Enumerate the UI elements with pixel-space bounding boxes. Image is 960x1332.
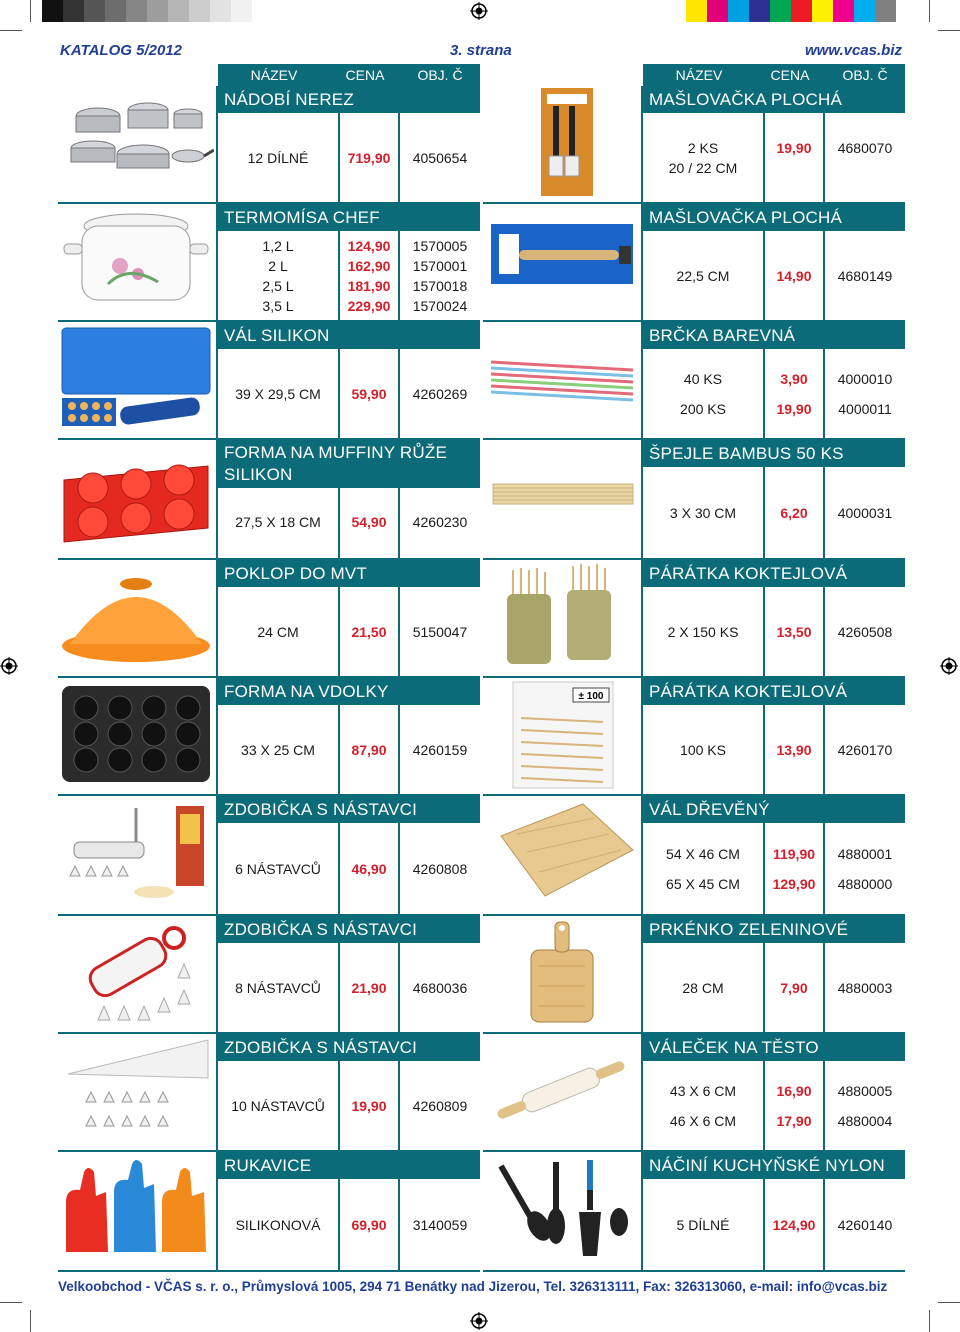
product-row [218,978,480,998]
order-code: 4680070 [837,139,893,156]
product-title: ŠPEJLE BAMBUS 50 KS [643,440,905,467]
variant-name: 27,5 X 18 CM [235,514,321,530]
column-order: OBJ. Č [417,67,463,83]
product-title: PÁRÁTKA KOKTEJLOVÁ [643,560,905,587]
price: 3,90 [780,370,808,387]
variant-name: 100 KS [680,741,726,758]
variant-name: 3,5 L [262,297,294,314]
order-code: 4050654 [412,149,468,166]
product-title: POKLOP DO MVT [218,560,480,587]
product-title: ZDOBIČKA S NÁSTAVCI [218,1034,480,1061]
order-code: 4880004 [837,1112,893,1129]
price: 69,90 [351,1216,387,1233]
order-code: 4260159 [412,741,468,758]
product-row [643,1081,905,1101]
variant-name: 28 CM [682,979,724,996]
product-row [643,138,905,158]
price: 87,90 [351,741,387,758]
product-image [483,322,643,438]
variant-name: 200 KS [680,400,726,417]
product-row [643,874,905,894]
product-title: ZDOBIČKA S NÁSTAVCI [218,796,480,823]
order-code: 1570001 [412,257,468,274]
price: 181,90 [347,277,391,294]
price: 13,90 [776,741,812,758]
cutting-board-icon [483,916,639,1028]
crop-mark [938,30,960,31]
order-code [825,158,905,178]
price: 19,90 [776,400,812,417]
order-code: 4000010 [837,370,893,387]
product-row [218,512,480,532]
product-row [643,978,905,998]
product-image [483,440,643,558]
product-paratka-1 [483,560,905,678]
product-image [483,86,643,202]
color-bar-grey [42,0,252,22]
catalog-title: KATALOG 5/2012 [60,42,182,59]
icing-gun-icon [58,796,214,910]
piping-bottle-icon [58,916,214,1028]
rolling-pin-icon [483,1034,639,1146]
column-price: CENA [770,67,810,83]
order-code: 1570005 [412,237,468,254]
product-termomisa [58,204,480,322]
variant-name: 43 X 6 CM [669,1082,737,1099]
product-image [58,86,218,202]
wooden-board-icon [483,796,639,910]
product-title: MAŠLOVAČKA PLOCHÁ [643,204,905,231]
product-title: PÁRÁTKA KOKTEJLOVÁ [643,678,905,705]
order-code: 4000031 [837,504,893,521]
order-code: 4260230 [412,514,468,530]
product-forma-vdolky [58,678,480,796]
product-row [218,148,480,168]
product-row [643,369,905,389]
product-image [483,1152,643,1270]
product-row [218,1096,480,1116]
variant-name: 54 X 46 CM [666,845,740,862]
product-prkenko [483,916,905,1034]
price: 19,90 [351,1097,387,1114]
order-code: 1570024 [412,297,468,314]
product-brcka [483,322,905,440]
page-number: 3. strana [450,42,512,59]
cocktail-picks-icon [483,560,639,672]
silicone-mat-icon [58,322,214,434]
product-image [58,678,218,794]
price: 54,90 [351,514,387,530]
order-code: 4260140 [837,1216,893,1233]
product-row [643,399,905,419]
column-header-right [643,64,905,86]
crop-mark [938,1302,960,1303]
order-code: 4880000 [837,875,893,892]
column-order: OBJ. Č [842,67,888,83]
registration-mark-icon [470,2,488,20]
product-poklop [58,560,480,678]
variant-name: 8 NÁSTAVCŮ [235,979,321,996]
order-code: 4880001 [837,845,893,862]
product-image [58,560,218,676]
variant-name: 46 X 6 CM [669,1112,737,1129]
product-paratka-2 [483,678,905,796]
variant-name: 33 X 25 CM [241,741,315,758]
price: 16,90 [776,1082,812,1099]
product-row [218,384,480,404]
order-code: 4260269 [412,385,468,402]
variant-name: 20 / 22 CM [668,159,738,176]
product-title: ZDOBIČKA S NÁSTAVCI [218,916,480,943]
website-link[interactable]: www.vcas.biz [805,42,902,59]
variant-name: 2 KS [687,139,719,156]
price: 21,90 [351,979,387,996]
product-row [643,844,905,864]
crop-mark [0,30,22,31]
product-row [643,503,905,523]
product-rukavice [58,1152,480,1272]
product-image [483,560,643,676]
order-code: 5150047 [412,623,468,640]
order-code: 4680036 [412,979,468,996]
product-zdobicka-10 [58,1034,480,1152]
column-name: NÁZEV [250,67,298,83]
order-code: 3140059 [412,1216,468,1233]
order-code: 4260809 [412,1097,468,1114]
product-image [58,1034,218,1150]
price: 13,50 [776,623,812,640]
variant-name: 3 X 30 CM [669,504,737,521]
footer-contact: Velkoobchod - VČAS s. r. o., Průmyslová 1005, 294 71 Benátky nad Jizerou, Tel. 326313111, Fax: 326313060, e-mail: info@vcas.biz [58,1279,888,1294]
product-title: MAŠLOVAČKA PLOCHÁ [643,86,905,113]
variant-name: 22,5 CM [676,267,730,284]
product-maslovacka-1 [483,86,905,204]
product-row [218,256,480,276]
pastry-brush-pack-icon [483,86,639,198]
variant-name: 40 KS [683,370,723,387]
product-title: BRČKA BAREVNÁ [643,322,905,349]
product-row [218,859,480,879]
price: 129,90 [772,875,816,892]
product-image [58,440,218,558]
registration-mark-icon [470,1312,488,1330]
product-title: VÁL SILIKON [218,322,480,349]
fork-picks-pack-icon [483,678,639,790]
crop-mark [30,1310,31,1332]
registration-mark-icon [940,657,958,675]
product-row [643,1215,905,1235]
variant-name: 10 NÁSTAVCŮ [231,1097,325,1114]
variant-name: SILIKONOVÁ [235,1216,321,1233]
column-name: NÁZEV [675,67,723,83]
product-image [483,678,643,794]
bamboo-skewers-icon [483,440,639,554]
product-row [643,266,905,286]
product-val-dreveny [483,796,905,916]
variant-name: 12 DÍLNÉ [247,149,309,166]
product-image [58,1152,218,1270]
microwave-cover-icon [58,560,214,672]
product-row [218,296,480,316]
price: 46,90 [351,860,387,877]
product-spejle [483,440,905,560]
product-nadobi-nerez [58,86,480,204]
crop-mark [929,1310,930,1332]
product-val-silikon [58,322,480,440]
nylon-utensils-icon [483,1152,639,1266]
left-column [58,86,480,1272]
product-maslovacka-2 [483,204,905,322]
muffin-mold-icon [58,440,214,554]
price: 719,90 [347,149,391,166]
product-image [58,796,218,914]
product-nacini [483,1152,905,1272]
price: 59,90 [351,385,387,402]
product-image [483,916,643,1032]
pack-label: ± 100 [578,691,604,702]
order-code: 1570018 [412,277,468,294]
price: 229,90 [347,297,391,314]
straws-icon [483,322,639,434]
order-code: 4680149 [837,267,893,284]
variant-name: 1,2 L [262,237,294,254]
page-header [60,42,902,64]
product-row [218,236,480,256]
product-title: VÁLEČEK NA TĚSTO [643,1034,905,1061]
product-title: NÁČINÍ KUCHYŇSKÉ NYLON [643,1152,905,1179]
order-code: 4880005 [837,1082,893,1099]
registration-mark-icon [0,657,18,675]
price: 124,90 [347,237,391,254]
price [763,158,825,178]
variant-name: 6 NÁSTAVCŮ [235,860,321,877]
product-row [218,740,480,760]
product-title: NÁDOBÍ NEREZ [218,86,480,113]
cookware-set-icon [58,86,214,198]
product-title: TERMOMÍSA CHEF [218,204,480,231]
product-title: RUKAVICE [218,1152,480,1179]
product-valecek [483,1034,905,1152]
price: 162,90 [347,257,391,274]
pastry-brush-icon [483,204,639,316]
baking-tray-icon [58,678,214,790]
right-column [483,86,905,1272]
product-row [643,1111,905,1131]
price: 19,90 [776,139,812,156]
order-code: 4260508 [837,623,893,640]
product-image [483,1034,643,1150]
order-code: 4260808 [412,860,468,877]
variant-name: 5 DÍLNÉ [676,1216,730,1233]
product-row [643,740,905,760]
product-row [218,276,480,296]
crop-mark [30,0,31,22]
column-header-left [218,64,480,86]
product-image [483,796,643,914]
product-row [218,1215,480,1235]
oven-gloves-icon [58,1152,214,1266]
variant-name: 2 X 150 KS [667,623,739,640]
food-warmer-icon [58,204,214,316]
variant-name: 65 X 45 CM [666,875,740,892]
price: 21,50 [351,623,387,640]
variant-name: 2,5 L [262,277,294,294]
column-price: CENA [345,67,385,83]
product-zdobicka-6 [58,796,480,916]
variant-name: 24 CM [257,623,299,640]
product-image [58,204,218,320]
product-row [218,622,480,642]
product-image [58,322,218,438]
price: 124,90 [772,1216,816,1233]
product-title: FORMA NA MUFFINY RŮŽE SILIKON [218,440,480,488]
product-title: PRKÉNKO ZELENINOVÉ [643,916,905,943]
variant-name: 2 L [268,257,288,274]
price: 17,90 [776,1112,812,1129]
order-code: 4000011 [838,400,892,417]
product-row [643,158,905,178]
product-zdobicka-8 [58,916,480,1034]
price: 7,90 [780,979,808,996]
order-code: 4880003 [837,979,893,996]
product-title: FORMA NA VDOLKY [218,678,480,705]
piping-bag-icon [58,1034,214,1146]
product-image [483,204,643,320]
variant-name: 39 X 29,5 CM [235,385,321,402]
color-bar-cmyk [686,0,896,22]
crop-mark [929,0,930,22]
product-forma-muffiny [58,440,480,560]
product-row [643,622,905,642]
price: 6,20 [780,504,808,521]
price: 119,90 [772,845,816,862]
crop-mark [0,1302,22,1303]
price: 14,90 [776,267,812,284]
product-title: VÁL DŘEVĚNÝ [643,796,905,823]
order-code: 4260170 [837,741,893,758]
product-image [58,916,218,1032]
